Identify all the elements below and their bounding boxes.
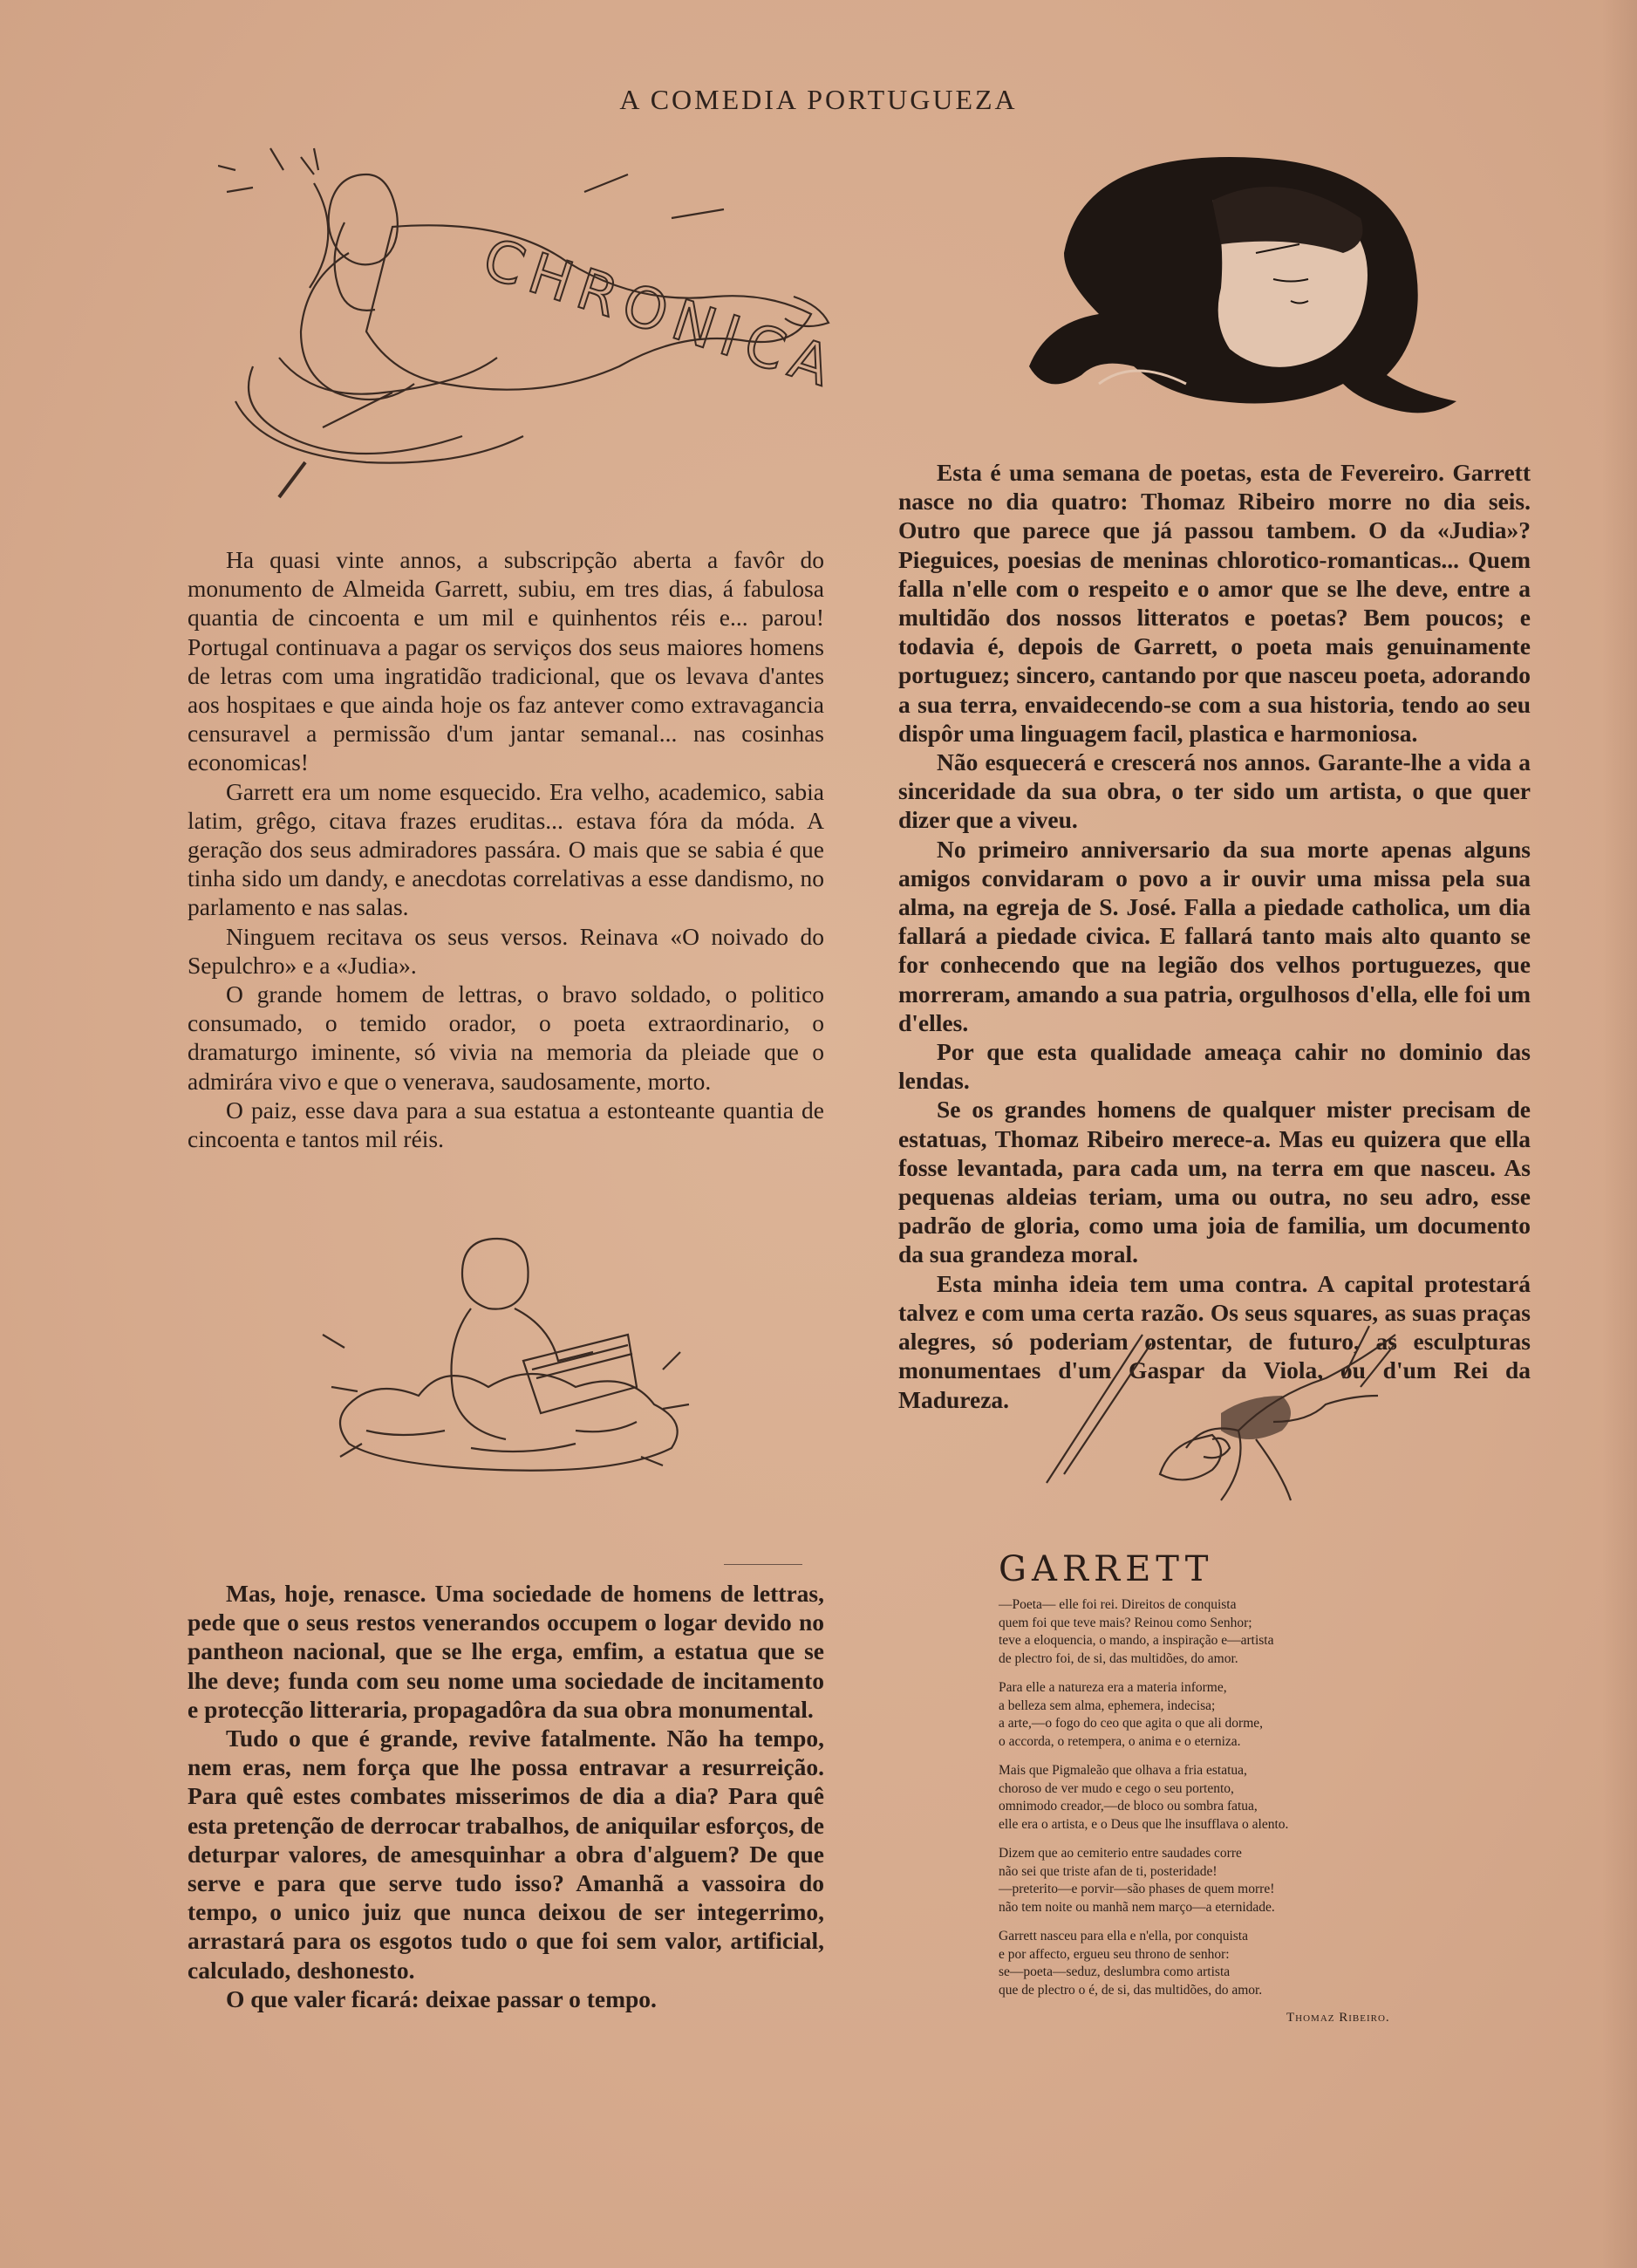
poem-line: teve a eloquencia, o mando, a inspiração e—artista bbox=[999, 1633, 1274, 1648]
poem-line: elle era o artista, e o Deus que lhe insufflava o alento. bbox=[999, 1816, 1289, 1832]
poem-line: não tem noite ou manhã nem março—a eternidade. bbox=[999, 1899, 1275, 1915]
paragraph: Por que esta qualidade ameaça cahir no dominio das lendas. bbox=[898, 1038, 1531, 1095]
page-edge-shadow bbox=[1602, 0, 1637, 2268]
section-divider bbox=[724, 1564, 802, 1565]
poem-line: o accorda, o retempera, o anima e o eterniza. bbox=[999, 1733, 1241, 1749]
poem-line: —Poeta— elle foi rei. Direitos de conquista bbox=[999, 1597, 1237, 1612]
right-column-top bbox=[898, 458, 1531, 1414]
poem-stanza bbox=[999, 1679, 1417, 1751]
paragraph: Esta minha ideia tem uma contra. A capital protestará talvez e com uma certa razão. Os seus squares, as suas praças alegres, só poderiam ostentar, de futuro, as esculpturas monumentaes d'um Gaspar da Viola, ou d'um Rei da Madureza. bbox=[898, 1269, 1531, 1413]
poem-line: se—poeta—seduz, deslumbra como artista bbox=[999, 1964, 1231, 1979]
poem-line: omnimodo creador,—de bloco ou sombra fatua, bbox=[999, 1799, 1258, 1814]
poem-line: Garrett nasceu para ella e n'ella, por conquista bbox=[999, 1929, 1248, 1944]
paragraph: Esta é uma semana de poetas, esta de Fevereiro. Garrett nasce no dia quatro: Thomaz Ribeiro morre no dia seis. Outro que parece que já passou tambem. O da «Judia»? Pieguices, poesias de meninas chlorotico-romanticas... Quem falla n'elle com o respeito e o amor que se lhe deve, entre a multidão dos nossos litteratos e poetas? Bem poucos; e todavia é, depois de Garrett, o poeta mais genuinamente portuguez; sincero, cantando por que nasceu poeta, adorando a sua terra, envaidecendo-se com a sua historia, tendo ao seu dispôr uma linguagem facil, plastica e harmoniosa. bbox=[898, 459, 1531, 747]
paragraph: Mas, hoje, renasce. Uma sociedade de homens de lettras, pede que o seus restos venerandos occupem o logar devido no pantheon nacional, que se lhe erga, emfim, a estatua que se lhe deve; funda com seu nome uma sociedade de incitamento e protecção litteraria, propagadôra da sua obra monumental. bbox=[188, 1580, 824, 1723]
left-column-bottom bbox=[188, 1579, 824, 2013]
poem-title: GARRETT bbox=[999, 1549, 1214, 1589]
chronica-drawing bbox=[218, 140, 881, 506]
poem-line: e por affecto, ergueu seu throno de senhor: bbox=[999, 1946, 1230, 1962]
falling-figure-drawing bbox=[1012, 1308, 1465, 1518]
poem-line: a belleza sem alma, ephemera, indecisa; bbox=[999, 1698, 1216, 1713]
paragraph: Ha quasi vinte annos, a subscripção aberta a favôr do monumento de Almeida Garrett, subiu, em tres dias, á fabulosa quantia de cincoenta e um mil e quinhentos réis e... parou! Portugal continuava a pagar os serviços dos seus maiores homens de letras com uma ingratidão tradicional, que os levava d'antes aos hospitaes e que ainda hoje os faz antever como extravagancia censuravel a permissão d'um jantar semanal... nas cosinhas economicas! bbox=[188, 546, 824, 776]
paragraph: O grande homem de lettras, o bravo soldado, o politico consumado, o temido orador, o poeta extraordinario, o dramaturgo iminente, só vivia na memoria da pleiade que o admirára vivo e que o venerava, saudosamente, morto. bbox=[188, 980, 824, 1095]
chronica-illustration bbox=[218, 140, 881, 506]
poem-signature: Thomaz Ribeiro. bbox=[1286, 2011, 1390, 2025]
poem-line: choroso de ver mudo e cego o seu portento, bbox=[999, 1780, 1234, 1796]
child-reading-illustration bbox=[314, 1230, 715, 1483]
initial-q-drawing bbox=[1012, 148, 1491, 427]
poem-line: Mais que Pigmaleão que olhava a fria estatua, bbox=[999, 1763, 1247, 1778]
poem-stanza bbox=[999, 1762, 1417, 1834]
falling-figure-illustration bbox=[1012, 1308, 1465, 1518]
poem-line: —preterito—e porvir—são phases de quem morre! bbox=[999, 1882, 1275, 1896]
poem-line: quem foi que teve mais? Reinou como Senhor; bbox=[999, 1615, 1252, 1630]
poem-line: a arte,—o fogo do ceo que agita o que ali dorme, bbox=[999, 1716, 1263, 1731]
poem-line: de plectro foi, de si, das multidões, do amor. bbox=[999, 1650, 1238, 1666]
paragraph: Se os grandes homens de qualquer mister precisam de estatuas, Thomaz Ribeiro merece-a. Mas eu quizera que ella fosse levantada, para cada um, na terra em que nasceu. As pequenas aldeias teriam, uma ou outra, no seu adro, esse padrão de gloria, como uma joia de familia, um documento da sua grandeza moral. bbox=[898, 1096, 1531, 1268]
poem-line: que de plectro o é, de si, das multidões, do amor. bbox=[999, 1982, 1263, 1998]
initial-q-illustration bbox=[1012, 148, 1491, 427]
poem-body bbox=[999, 1596, 1417, 2011]
poem-stanza bbox=[999, 1845, 1417, 1916]
poem-stanza bbox=[999, 1928, 1417, 1999]
poem-stanza bbox=[999, 1596, 1417, 1668]
paragraph: O que valer ficará: deixae passar o tempo. bbox=[226, 1984, 657, 2012]
paragraph: Ninguem recitava os seus versos. Reinava «O noivado do Sepulchro» e a «Judia». bbox=[188, 922, 824, 979]
poem-line: não sei que triste afan de ti, posteridade! bbox=[999, 1863, 1218, 1879]
child-reading-drawing bbox=[314, 1230, 715, 1483]
paragraph: Tudo o que é grande, revive fatalmente. Não ha tempo, nem eras, nem força que lhe possa entravar a resurreição. Para quê estes combates misserimos de dia a dia? Para quê esta pretenção de derrocar trabalhos, de aniquilar esforços, de deturpar valores, de amesquinhar a obra d'alguem? De que serve e para que serve tudo isso? Amanhã a vassoira do tempo, o unico juiz que nunca deixou de ser integerrimo, arrastará para os esgotos tudo o que foi sem valor, artificial, calculado, deshonesto. bbox=[188, 1725, 824, 1984]
left-column-top bbox=[188, 545, 824, 1153]
chronica-banner-text: CHRONICA bbox=[475, 226, 847, 402]
paragraph: No primeiro anniversario da sua morte apenas alguns amigos convidaram o povo a ir ouvir uma missa pela sua alma, na egreja de S. José. Falla a piedade catholica, um dia fallará a piedade civica. E fallará tanto mais alto quanto se for conhecendo que na legião dos velhos portuguezes, que morreram, amando a sua patria, orgulhosos d'ella, elle foi um d'elles. bbox=[898, 835, 1531, 1036]
paragraph: Garrett era um nome esquecido. Era velho, academico, sabia latim, grêgo, citava frazes eruditas... estava fóra da móda. A geração dos seus admiradores passára. O mais que se sabia é que tinha sido um dandy, e anecdotas correlativas a esse dandismo, no parlamento e nas salas. bbox=[188, 777, 824, 921]
poem-line: Dizem que ao cemiterio entre saudades corre bbox=[999, 1846, 1242, 1861]
page-header: A COMEDIA PORTUGUEZA bbox=[619, 84, 1018, 115]
poem-line: Para elle a natureza era a materia informe, bbox=[999, 1680, 1227, 1695]
paragraph: O paiz, esse dava para a sua estatua a estonteante quantia de cincoenta e tantos mil réis. bbox=[188, 1096, 824, 1153]
paragraph: Não esquecerá e crescerá nos annos. Garante-lhe a vida a sinceridade da sua obra, o ter sido um artista, o que quer dizer que a viveu. bbox=[898, 748, 1531, 834]
